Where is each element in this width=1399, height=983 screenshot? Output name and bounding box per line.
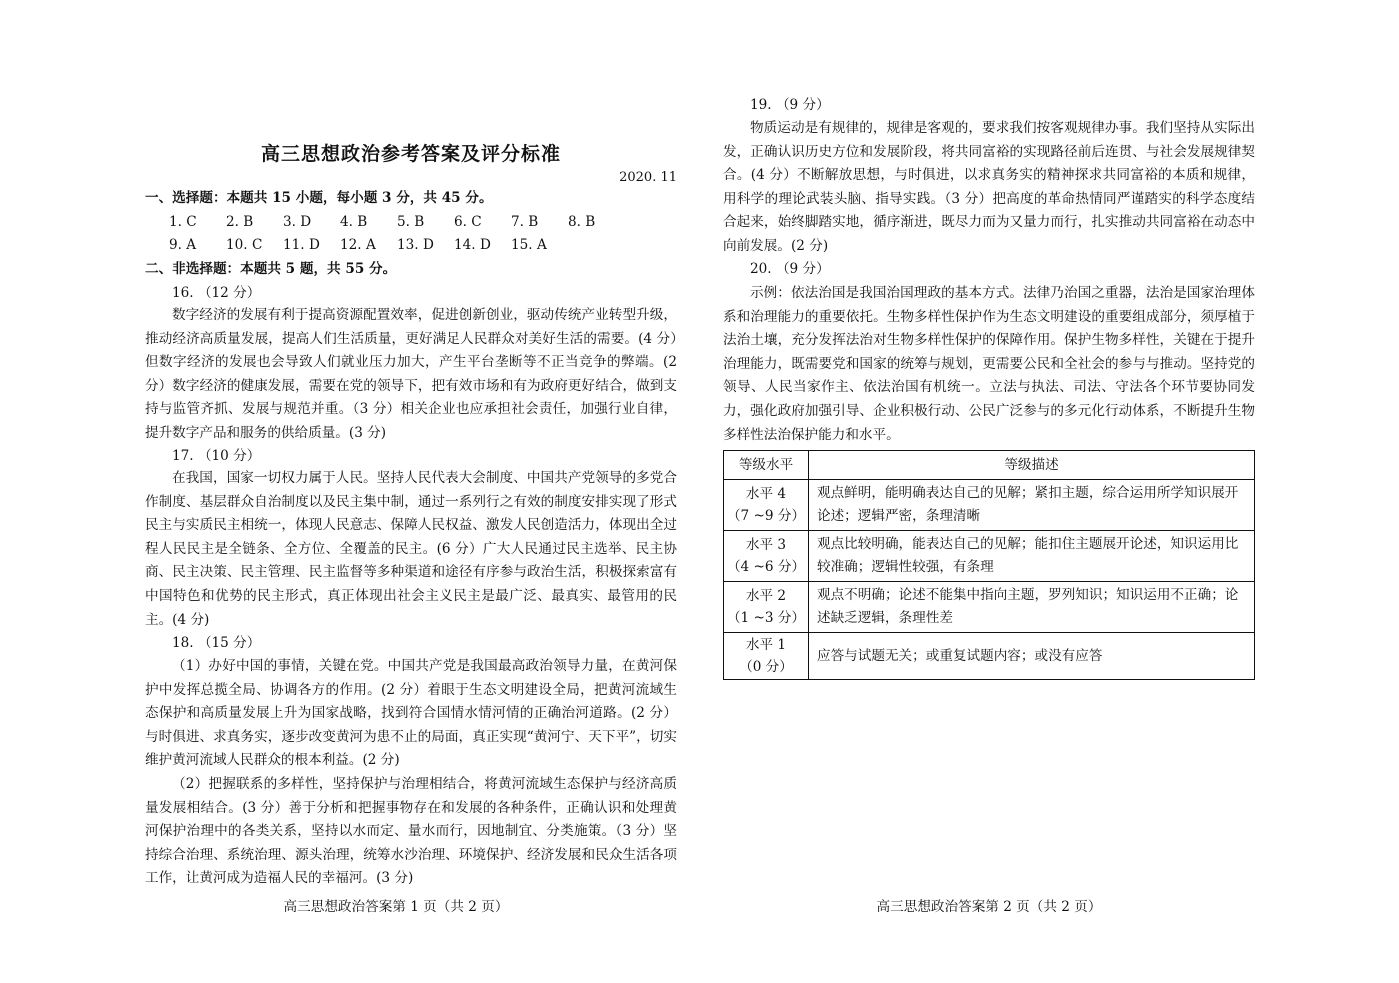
table-row xyxy=(724,531,1255,582)
level-range: （1 ~3 分） xyxy=(726,610,806,626)
answer: 7. B xyxy=(511,214,539,230)
answer: 13. D xyxy=(397,237,434,253)
answers-row-1 xyxy=(169,211,625,233)
level-name: 水平 2 xyxy=(745,588,787,604)
answer: 10. C xyxy=(226,237,263,253)
answer: 8. B xyxy=(568,214,596,230)
level-description: 观点不明确；论述不能集中指向主题，罗列知识；知识运用不正确；论述缺乏逻辑，条理性差 xyxy=(809,582,1255,633)
q17-heading: 17. （10 分） xyxy=(172,448,261,464)
answer: 12. A xyxy=(340,237,376,253)
answer: 15. A xyxy=(511,237,547,253)
q19-heading: 19. （9 分） xyxy=(750,97,830,113)
level-description: 观点鲜明，能明确表达自己的见解；紧扣主题，综合运用所学知识展开论述；逻辑严密，条理清晰 xyxy=(809,480,1255,531)
q18-part1: （1）办好中国的事情，关键在党。中国共产党是我国最高政治领导力量，在黄河保护中发挥总揽全局、协调各方的作用。(2 分）着眼于生态文明建设全局，把黄河流域生态保护和高质量发展上升为国家战略，找到符合国情水情河情的正确治河道路。(2 分）与时俱进、求真务实，逐步改变黄河为患不止的局面，真正实现“黄河宁、天下平”，切实维护黄河流域人民群众的根本利益。(2 分) xyxy=(145,658,677,769)
page-footer: 高三思想政治答案第 2 页（共 2 页） xyxy=(876,899,1102,915)
answer: 1. C xyxy=(169,214,197,230)
answer: 6. C xyxy=(454,214,482,230)
table-row xyxy=(724,480,1255,531)
level-description: 观点比较明确，能表达自己的见解；能扣住主题展开论述，知识运用比较准确；逻辑性较强，有条理 xyxy=(809,531,1255,582)
page-title: 高三思想政治参考答案及评分标准 xyxy=(260,143,561,165)
q16-heading: 16. （12 分） xyxy=(172,285,261,301)
table-header-row xyxy=(724,451,1255,480)
level-name: 水平 1 xyxy=(745,637,787,653)
level-cell xyxy=(724,531,809,582)
level-cell xyxy=(724,633,809,680)
section1-heading: 一、选择题：本题共 15 小题，每小题 3 分，共 45 分。 xyxy=(145,190,493,206)
q18-heading: 18. （15 分） xyxy=(172,635,261,651)
level-description: 应答与试题无关；或重复试题内容；或没有应答 xyxy=(809,633,1255,680)
q19-answer: 物质运动是有规律的，规律是客观的，要求我们按客观规律办事。我们坚持从实际出发，正确认识历史方位和发展阶段，将共同富裕的实现路径前后连贯、与社会发展规律契合。(4 分）不断解放思想，与时俱进，以求真务实的精神探求共同富裕的本质和规律，用科学的理论武装头脑、指导实践。（3 分）把高度的革命热情同严谨踏实的科学态度结合起来，始终脚踏实地，循序渐进，既尽力而为又量力而行，扎实推动共同富裕在动态中向前发展。(2 分) xyxy=(723,120,1255,254)
q20-heading: 20. （9 分） xyxy=(750,261,830,277)
answer: 3. D xyxy=(283,214,312,230)
level-range: （7 ~9 分） xyxy=(726,508,806,524)
q17-answer: 在我国，国家一切权力属于人民。坚持人民代表大会制度、中国共产党领导的多党合作制度、基层群众自治制度以及民主集中制，通过一系列行之有效的制度安排实现了形式民主与实质民主相统一，体现人民意志、保障人民权益、激发人民创造活力，体现出全过程人民民主是全链条、全方位、全覆盖的民主。(6 分）广大人民通过民主选举、民主协商、民主决策、民主管理、民主监督等多种渠道和途径有序参与政治生活，积极探索富有中国特色和优势的民主形式，真正体现出社会主义民主是最广泛、最真实、最管用的民主。(4 分) xyxy=(145,470,677,628)
level-range: （0 分） xyxy=(739,659,793,675)
answer: 14. D xyxy=(454,237,491,253)
answer: 4. B xyxy=(340,214,368,230)
date: 2020. 11 xyxy=(619,170,677,185)
table-header-description: 等级描述 xyxy=(809,451,1255,480)
answer: 9. A xyxy=(169,237,197,253)
level-name: 水平 4 xyxy=(745,486,787,502)
answer: 11. D xyxy=(283,237,320,253)
level-name: 水平 3 xyxy=(745,537,787,553)
page-footer: 高三思想政治答案第 1 页（共 2 页） xyxy=(283,899,509,915)
level-cell xyxy=(724,582,809,633)
answers-row-2 xyxy=(169,234,568,256)
grading-table xyxy=(723,450,1255,680)
q18-part2: （2）把握联系的多样性，坚持保护与治理相结合，将黄河流域生态保护与经济高质量发展相结合。(3 分）善于分析和把握事物存在和发展的各种条件，正确认识和处理黄河保护治理中的各类关系，坚持以水而定、量水而行，因地制宜、分类施策。（3 分）坚持综合治理、系统治理、源头治理，统筹水沙治理、环境保护、经济发展和民众生活各项工作，让黄河成为造福人民的幸福河。(3 分) xyxy=(145,776,677,887)
level-cell xyxy=(724,480,809,531)
section2-heading: 二、非选择题：本题共 5 题，共 55 分。 xyxy=(145,261,397,277)
table-header-level: 等级水平 xyxy=(724,451,809,480)
answer: 5. B xyxy=(397,214,425,230)
table-row xyxy=(724,633,1255,680)
level-range: （4 ~6 分） xyxy=(726,559,806,575)
q20-answer: 示例：依法治国是我国治国理政的基本方式。法律乃治国之重器，法治是国家治理体系和治理能力的重要依托。生物多样性保护作为生态文明建设的重要组成部分，须厚植于法治土壤，充分发挥法治对生物多样性保护的保障作用。保护生物多样性，关键在于提升治理能力，既需要党和国家的统筹与规划，更需要公民和全社会的参与与推动。坚持党的领导、人民当家作主、依法治国有机统一。立法与执法、司法、守法各个环节要协同发力，强化政府加强引导、企业积极行动、公民广泛参与的多元化行动体系，不断提升生物多样性法治保护能力和水平。 xyxy=(723,285,1255,443)
table-row xyxy=(724,582,1255,633)
q16-answer: 数字经济的发展有利于提高资源配置效率，促进创新创业，驱动传统产业转型升级，推动经济高质量发展，提高人们生活质量，更好满足人民群众对美好生活的需要。(4 分）但数字经济的发展也会导致人们就业压力加大，产生平台垄断等不正当竞争的弊端。(2 分）数字经济的健康发展，需要在党的领导下，把有效市场和有为政府更好结合，做到支持与监管齐抓、发展与规范并重。（3 分）相关企业也应承担社会责任，加强行业自律，提升数字产品和服务的供给质量。(3 分) xyxy=(145,307,677,441)
answer: 2. B xyxy=(226,214,254,230)
